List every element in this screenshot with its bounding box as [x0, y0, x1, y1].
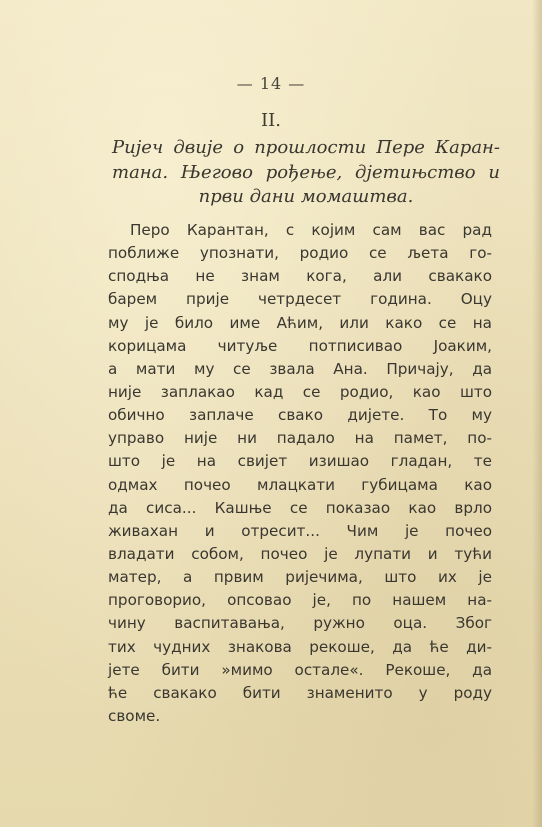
text-line: живахан и отресит... Чим је почео [108, 521, 492, 540]
text-line: чину васпитавања, ружно оца. Због [108, 614, 492, 633]
text-line: матер, а првим ријечима, што их је [108, 568, 492, 587]
text-line: Перо Карантан, с којим сам вас рад [130, 221, 492, 239]
chapter-number: II. [261, 110, 281, 131]
body-paragraph [108, 219, 492, 728]
text-line: а мати му се звала Ана. Причају, да [108, 359, 492, 378]
text-line: сподња не знам кога, али свакако [108, 267, 492, 286]
text-line: што је на свијет изишао гладан, те [108, 452, 492, 471]
chapter-title [112, 136, 500, 210]
text-line: поближе упознати, родио се љета го- [108, 244, 492, 263]
text-line: ће свакако бити знаменито у роду [108, 683, 492, 702]
text-line: своме. [108, 706, 161, 725]
text-line: управо није ни падало на памет, по- [108, 429, 492, 448]
chapter-title-line: тана. Његово рођење, дјетињство и [112, 161, 500, 183]
text-line: да сиса... Кашње се показао као врло [108, 498, 492, 517]
text-line: корицама читуље потписивао Јоаким, [108, 336, 492, 355]
chapter-title-line: Ријеч двије о прошлости Пере Каран- [112, 137, 500, 158]
page-number: — 14 — [236, 74, 306, 93]
text-line: владати собом, почео је лупати и тући [108, 544, 492, 563]
text-line: му је било име Аћим, или како се на [108, 313, 492, 332]
text-line: јете бити »мимо остале«. Рекоше, да [108, 660, 492, 679]
text-line: тих чудних знакова рекоше, да ће ди- [108, 637, 492, 656]
text-line: проговорио, опсовао је, по нашем на- [108, 591, 492, 610]
text-line: барем прије четрдесет година. Оцу [108, 290, 492, 309]
text-line: обично заплаче свако дијете. То му [108, 406, 492, 425]
text-line: одмах почео млацкати губицама као [108, 475, 492, 494]
text-line: није заплакао кад се родио, као што [108, 382, 492, 401]
chapter-title-line: први дани момаштва. [198, 186, 414, 207]
page-edge-shadow [532, 0, 542, 827]
